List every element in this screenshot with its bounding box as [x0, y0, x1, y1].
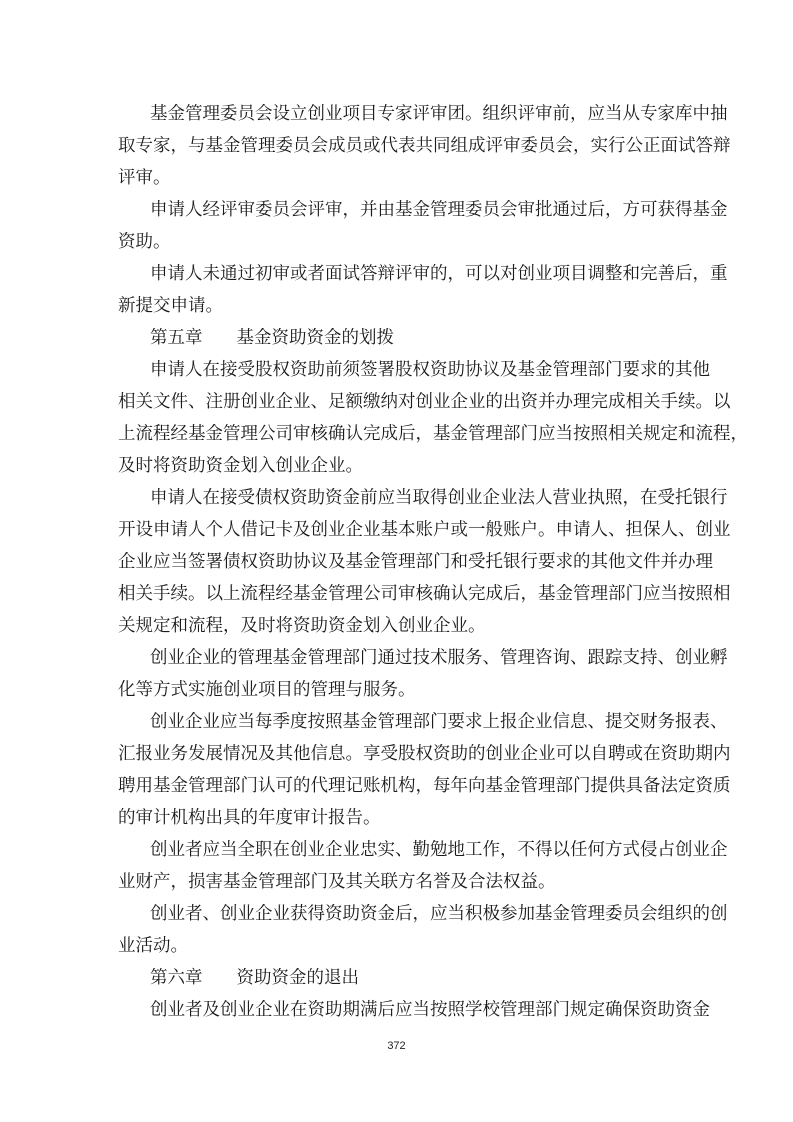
- paragraph-line: 化等方式实施创业项目的管理与服务。: [118, 680, 416, 700]
- chapter-number: 第五章: [150, 328, 203, 348]
- paragraph-line: 业活动。: [118, 936, 188, 956]
- chapter-heading-6: [150, 967, 359, 989]
- paragraph-line: 创业者、创业企业获得资助资金后，应当积极参加基金管理委员会组织的创: [150, 904, 728, 924]
- paragraph-line: 创业者应当全职在创业企业忠实、勤勉地工作，不得以任何方式侵占创业企: [150, 840, 728, 860]
- paragraph-line: 取专家，与基金管理委员会成员或代表共同组成评审委员会，实行公正面试答辩: [118, 136, 731, 156]
- paragraph-line: 业财产，损害基金管理部门及其关联方名誉及合法权益。: [118, 872, 556, 892]
- paragraph-line: 基金管理委员会设立创业项目专家评审团。组织评审前，应当从专家库中抽: [150, 104, 728, 124]
- paragraph-line: 的审计机构出具的年度审计报告。: [118, 808, 381, 828]
- paragraph-line: 申请人未通过初审或者面试答辩评审的，可以对创业项目调整和完善后，重: [150, 264, 728, 284]
- paragraph-line: 申请人在接受债权资助资金前应当取得创业企业法人营业执照，在受托银行: [150, 488, 728, 508]
- paragraph-line: 申请人在接受股权资助前须签署股权资助协议及基金管理部门要求的其他: [150, 360, 710, 380]
- paragraph-line: 相关文件、注册创业企业、足额缴纳对创业企业的出资并办理完成相关手续。以: [118, 392, 731, 412]
- paragraph-line: 上流程经基金管理公司审核确认完成后，基金管理部门应当按照相关规定和流程，: [118, 424, 748, 444]
- chapter-title: 基金资助资金的划拨: [236, 328, 394, 348]
- paragraph-line: 关规定和流程，及时将资助资金划入创业企业。: [118, 616, 486, 636]
- paragraph-line: 相关手续。以上流程经基金管理公司审核确认完成后，基金管理部门应当按照相: [118, 584, 731, 604]
- paragraph-line: 创业企业应当每季度按照基金管理部门要求上报企业信息、提交财务报表、: [150, 712, 728, 732]
- paragraph-line: 企业应当签署债权资助协议及基金管理部门和受托银行要求的其他文件并办理: [118, 552, 713, 572]
- paragraph-line: 新提交申请。: [118, 296, 223, 316]
- paragraph-line: 申请人经评审委员会评审，并由基金管理委员会审批通过后，方可获得基金: [150, 200, 728, 220]
- paragraph-line: 及时将资助资金划入创业企业。: [118, 456, 363, 476]
- paragraph-line: 创业企业的管理基金管理部门通过技术服务、管理咨询、跟踪支持、创业孵: [150, 648, 728, 668]
- chapter-number: 第六章: [150, 968, 203, 988]
- paragraph-line: 开设申请人个人借记卡及创业企业基本账户或一般账户。申请人、担保人、创业: [118, 520, 731, 540]
- paragraph-line: 汇报业务发展情况及其他信息。享受股权资助的创业企业可以自聘或在资助期内: [118, 744, 731, 764]
- paragraph-line: 资助。: [118, 232, 171, 252]
- paragraph-line: 创业者及创业企业在资助期满后应当按照学校管理部门规定确保资助资金: [150, 1000, 710, 1020]
- paragraph-line: 评审。: [118, 168, 171, 188]
- paragraph-line: 聘用基金管理部门认可的代理记账机构，每年向基金管理部门提供具备法定资质: [118, 776, 731, 796]
- page-number: 372: [387, 1040, 406, 1052]
- chapter-title: 资助资金的退出: [236, 968, 359, 988]
- chapter-heading-5: [150, 327, 394, 349]
